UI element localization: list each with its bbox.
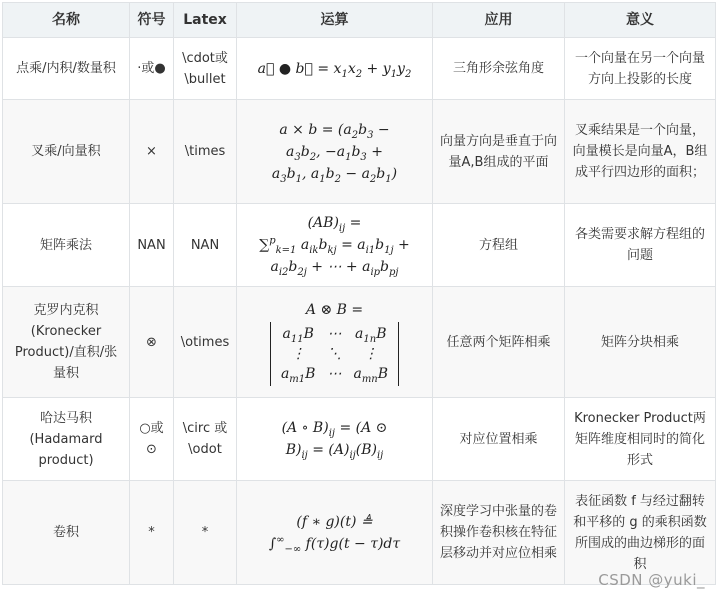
cell-symbol: ⊗ bbox=[130, 287, 174, 398]
cell-application: 深度学习中张量的卷积操作卷积核在特征层移动并对应位相乘 bbox=[433, 481, 565, 585]
table-row bbox=[3, 481, 716, 585]
cell-symbol: ○或⊙ bbox=[130, 398, 174, 481]
cell-latex: \cdot或\bullet bbox=[174, 38, 237, 100]
cell-operation-formula: (f ∗ g)(t) ≜ $\int^\infty_{-\infty}$ f(τ)g(t − τ)dτ bbox=[237, 481, 433, 585]
cell-latex: \otimes bbox=[174, 287, 237, 398]
cell-operation-formula: $a \times b = (a_2b_3$ − $a_3b_2$, $-a_1b_3$ + $a_3b_1$, $a_1b_2 - a_2b_1$) bbox=[237, 100, 433, 204]
cell-operation-formula: A ⊗ B = $a_{11}B$ ⋯ $a_{1n}B$ ⋮ ⋱ ⋮ $a_{m1}B$ ⋯ $a_{mn}B$ bbox=[237, 287, 433, 398]
cell-name: 卷积 bbox=[3, 481, 130, 585]
cell-application: 向量方向是垂直于向量A,B组成的平面 bbox=[433, 100, 565, 204]
table-row bbox=[3, 398, 716, 481]
cell-application: 方程组 bbox=[433, 204, 565, 287]
cell-meaning: 矩阵分块相乘 bbox=[565, 287, 716, 398]
cell-operation-formula: $(AB)_{ij}$ = ∑$^p_{k=1}$ $a_{ik}b_{kj} = a_{i1}b_{1j}$ + $a_{i2}b_{2j}$ + ⋯ + $a_{ip}b_{pj}$ bbox=[237, 204, 433, 287]
header-meaning: 意义 bbox=[565, 3, 716, 38]
header-symbol: 符号 bbox=[130, 3, 174, 38]
cell-latex: \circ 或\odot bbox=[174, 398, 237, 481]
cell-name: 矩阵乘法 bbox=[3, 204, 130, 287]
cell-name: 点乘/内积/数量积 bbox=[3, 38, 130, 100]
cell-application: 任意两个矩阵相乘 bbox=[433, 287, 565, 398]
cell-symbol: ·或● bbox=[130, 38, 174, 100]
cell-operation-formula: a⃗ ● b⃗ = $x_1x_2 + y_1y_2$ bbox=[237, 38, 433, 100]
header-row bbox=[3, 3, 716, 38]
cell-latex: * bbox=[174, 481, 237, 585]
cell-application: 三角形余弦角度 bbox=[433, 38, 565, 100]
cell-meaning: 各类需要求解方程组的问题 bbox=[565, 204, 716, 287]
cell-name: 哈达马积(Hadamard product) bbox=[3, 398, 130, 481]
watermark: CSDN @yuki_ bbox=[598, 571, 705, 589]
header-application: 应用 bbox=[433, 3, 565, 38]
cell-symbol: * bbox=[130, 481, 174, 585]
cell-meaning: Kronecker Product两矩阵维度相同时的简化形式 bbox=[565, 398, 716, 481]
cell-symbol: NAN bbox=[130, 204, 174, 287]
header-operation: 运算 bbox=[237, 3, 433, 38]
table-row bbox=[3, 287, 716, 398]
cell-meaning: 叉乘结果是一个向量，向量模长是向量A，B组成平行四边形的面积； bbox=[565, 100, 716, 204]
cell-latex: NAN bbox=[174, 204, 237, 287]
table-row bbox=[3, 204, 716, 287]
operations-table bbox=[2, 2, 716, 585]
table-row bbox=[3, 38, 716, 100]
cell-operation-formula: (A ∘ $B)_{ij} = (A$ ⊙ $B)_{ij} = (A)_{ij}(B)_{ij}$ bbox=[237, 398, 433, 481]
cell-meaning: 表征函数 f 与经过翻转和平移的 g 的乘积函数所围成的曲边梯形的面积 bbox=[565, 481, 716, 585]
header-name: 名称 bbox=[3, 3, 130, 38]
cell-meaning: 一个向量在另一个向量方向上投影的长度 bbox=[565, 38, 716, 100]
cell-name: 叉乘/向量积 bbox=[3, 100, 130, 204]
header-latex: Latex bbox=[174, 3, 237, 38]
cell-application: 对应位置相乘 bbox=[433, 398, 565, 481]
kronecker-matrix: $a_{11}B$ ⋯ $a_{1n}B$ ⋮ ⋱ ⋮ $a_{m1}B$ ⋯ $a_{mn}B$ bbox=[270, 322, 399, 386]
cell-name: 克罗内克积(Kronecker Product)/直积/张量积 bbox=[3, 287, 130, 398]
cell-latex: \times bbox=[174, 100, 237, 204]
table-row bbox=[3, 100, 716, 204]
cell-symbol: × bbox=[130, 100, 174, 204]
